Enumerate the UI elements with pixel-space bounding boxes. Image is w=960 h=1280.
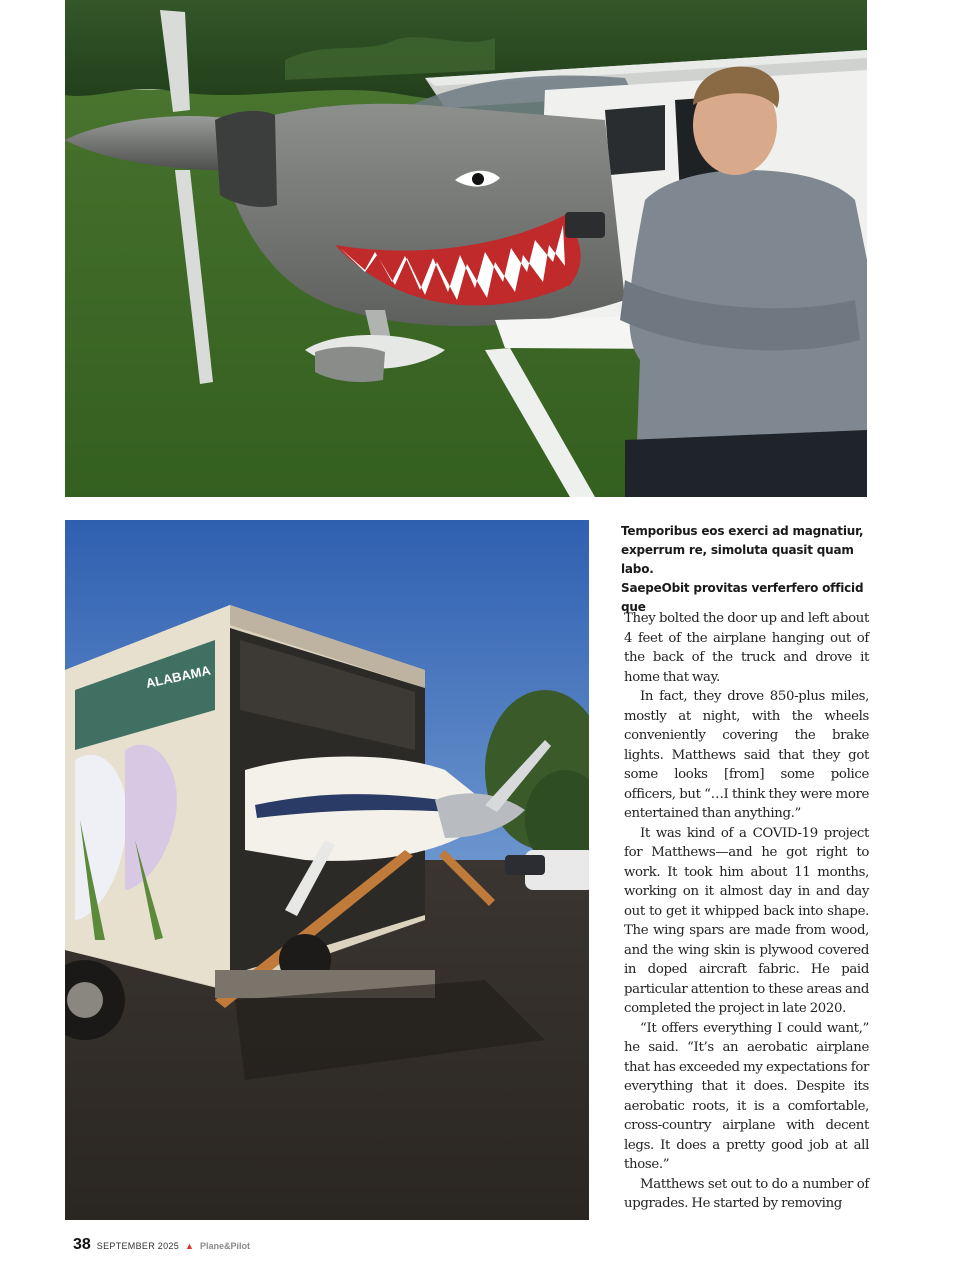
- article-paragraph: Matthews set out to do a number of upgrades. He started by removing: [624, 1176, 869, 1211]
- article-paragraph: “It offers everything I could want,” he said. “It’s an aerobatic airplane that has exceeded my expectations for everything that it does. Despite its aerobatic roots, it is a comfortable, cross-country airplane with decent legs. It does a pretty good job at all those.”: [624, 1020, 869, 1172]
- article-paragraph: They bolted the door up and left about 4 feet of the airplane hanging out of the back of the truck and drove it home that way.: [624, 611, 869, 685]
- truck-sign-text: ALABAMA: [144, 662, 212, 691]
- magazine-name: Plane&Pilot: [199, 1241, 250, 1251]
- triangle-icon: ▲: [185, 1241, 194, 1251]
- caption-line: experrum re, simoluta quasit quam labo.: [621, 543, 854, 576]
- top-photo: [65, 0, 867, 497]
- page-number: 38: [73, 1236, 91, 1253]
- photo-caption: [621, 522, 868, 617]
- page-footer: [73, 1236, 250, 1256]
- caption-line: Temporibus eos exerci ad magnatiur,: [621, 524, 864, 538]
- truck-photo-icon: [65, 520, 589, 1220]
- caption-line: SaepeObit provitas verferfero officid que: [621, 581, 864, 614]
- article-paragraph: In fact, they drove 850-plus miles, mostly at night, with the wheels conveniently covering the brake lights. Matthews said that they got some looks [from] some police officers, but “…I think they were more entertained than anything.”: [624, 689, 869, 821]
- issue-date: SEPTEMBER 2025: [96, 1241, 180, 1251]
- article-body: [624, 609, 869, 1214]
- bottom-photo: [65, 520, 589, 1220]
- airplane-photo-icon: [65, 0, 867, 497]
- article-paragraph: It was kind of a COVID-19 project for Matthews—and he got right to work. It took him about 11 months, working on it almost day in and day out to get it whipped back into shape. The wing spars are made from wood, and the wing skin is plywood covered in doped aircraft fabric. He paid particular attention to these areas and completed the project in late 2020.: [624, 825, 869, 1016]
